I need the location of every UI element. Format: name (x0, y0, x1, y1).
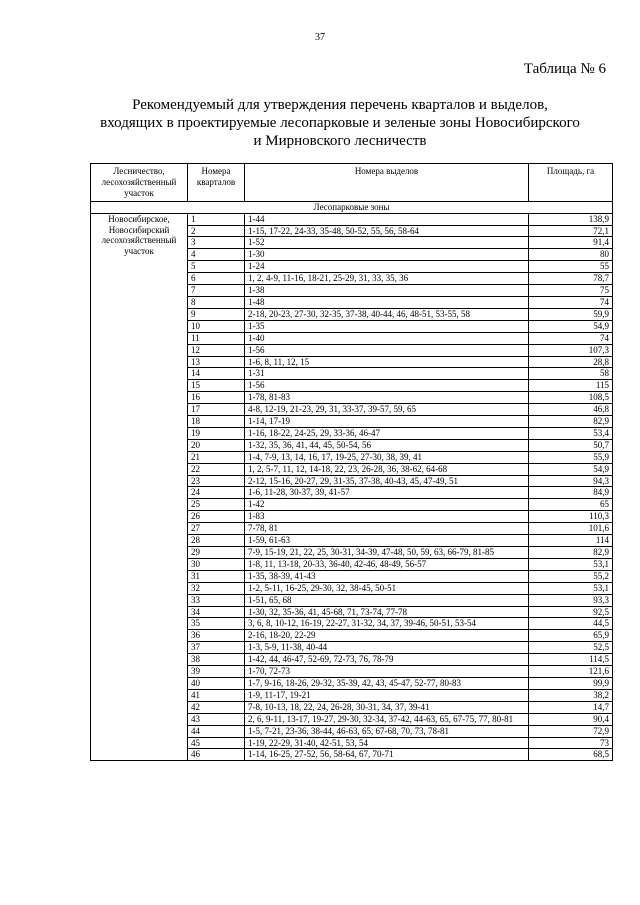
allotments-cell: 1-78, 81-83 (245, 392, 529, 404)
area-cell: 59,9 (529, 308, 613, 320)
quarter-number-cell: 33 (188, 594, 245, 606)
quarter-number-cell: 35 (188, 618, 245, 630)
quarter-number-cell: 20 (188, 439, 245, 451)
quarter-number-cell: 37 (188, 642, 245, 654)
allotments-cell: 1-5, 7-21, 23-36, 38-44, 46-63, 65, 67-68, 70, 73, 78-81 (245, 725, 529, 737)
document-heading (70, 96, 610, 150)
area-cell: 107,3 (529, 344, 613, 356)
quarter-number-cell: 21 (188, 451, 245, 463)
allotments-cell: 1-32, 35, 36, 41, 44, 45, 50-54, 56 (245, 439, 529, 451)
area-cell: 91,4 (529, 237, 613, 249)
column-header-district: Лесничество, лесохозяйственный участок (91, 164, 188, 202)
allotments-cell: 1-7, 9-16, 18-26, 29-32, 35-39, 42, 43, 45-47, 52-77, 80-83 (245, 677, 529, 689)
allotments-cell: 7-78, 81 (245, 523, 529, 535)
quarter-number-cell: 4 (188, 249, 245, 261)
quarter-number-cell: 13 (188, 356, 245, 368)
allotments-cell: 7-9, 15-19, 21, 22, 25, 30-31, 34-39, 47-48, 50, 59, 63, 66-79, 81-85 (245, 547, 529, 559)
quarter-number-cell: 43 (188, 713, 245, 725)
quarter-number-cell: 27 (188, 523, 245, 535)
column-header-area: Площадь, га (529, 164, 613, 202)
allotments-cell: 1-8, 11, 13-18, 20-33, 36-40, 42-46, 48-49, 56-57 (245, 558, 529, 570)
quarter-number-cell: 38 (188, 654, 245, 666)
quarter-number-cell: 44 (188, 725, 245, 737)
quarter-number-cell: 42 (188, 701, 245, 713)
area-cell: 54,9 (529, 320, 613, 332)
allotments-cell: 1, 2, 5-7, 11, 12, 14-18, 22, 23, 26-28, 36, 38-62, 64-68 (245, 463, 529, 475)
allotments-cell: 1-44 (245, 213, 529, 225)
quarter-number-cell: 30 (188, 558, 245, 570)
allotments-cell: 1-9, 11-17, 19-21 (245, 689, 529, 701)
allotments-cell: 1-35 (245, 320, 529, 332)
area-cell: 82,9 (529, 416, 613, 428)
area-cell: 115 (529, 380, 613, 392)
allotments-cell: 1-51, 65, 68 (245, 594, 529, 606)
area-cell: 114,5 (529, 654, 613, 666)
area-cell: 82,9 (529, 547, 613, 559)
quarter-number-cell: 3 (188, 237, 245, 249)
allotments-cell: 2, 6, 9-11, 13-17, 19-27, 29-30, 32-34, 37-42, 44-63, 65, 67-75, 77, 80-81 (245, 713, 529, 725)
quarter-number-cell: 34 (188, 606, 245, 618)
area-cell: 74 (529, 296, 613, 308)
allotments-cell: 1-6, 8, 11, 12, 15 (245, 356, 529, 368)
allotments-cell: 1-38 (245, 285, 529, 297)
allotments-cell: 1-48 (245, 296, 529, 308)
area-cell: 73 (529, 737, 613, 749)
column-header-quarters: Номера кварталов (188, 164, 245, 202)
area-cell: 93,3 (529, 594, 613, 606)
area-cell: 78,7 (529, 273, 613, 285)
allotments-cell: 1, 2, 4-9, 11-16, 18-21, 25-29, 31, 33, 35, 36 (245, 273, 529, 285)
quarter-number-cell: 24 (188, 487, 245, 499)
quarter-number-cell: 7 (188, 285, 245, 297)
allotments-cell: 1-30 (245, 249, 529, 261)
quarter-number-cell: 11 (188, 332, 245, 344)
quarter-number-cell: 36 (188, 630, 245, 642)
allotments-cell: 1-42 (245, 499, 529, 511)
area-cell: 68,5 (529, 749, 613, 761)
quarter-number-cell: 12 (188, 344, 245, 356)
quarter-number-cell: 28 (188, 535, 245, 547)
area-cell: 28,8 (529, 356, 613, 368)
allotments-cell: 2-12, 15-16, 20-27, 29, 31-35, 37-38, 40-43, 45, 47-49, 51 (245, 475, 529, 487)
table-header-row (91, 164, 613, 202)
allotments-cell: 1-2, 5-11, 16-25, 29-30, 32, 38-45, 50-51 (245, 582, 529, 594)
quarter-number-cell: 40 (188, 677, 245, 689)
allotments-cell: 3, 6, 8, 10-12, 16-19, 22-27, 31-32, 34, 37, 39-46, 50-51, 53-54 (245, 618, 529, 630)
area-cell: 55 (529, 261, 613, 273)
area-cell: 101,6 (529, 523, 613, 535)
area-cell: 99,9 (529, 677, 613, 689)
area-cell: 46,8 (529, 404, 613, 416)
quarter-number-cell: 22 (188, 463, 245, 475)
allotments-table (90, 163, 613, 761)
allotments-cell: 1-14, 17-19 (245, 416, 529, 428)
quarter-number-cell: 41 (188, 689, 245, 701)
allotments-cell: 7-8, 10-13, 18, 22, 24, 26-28, 30-31, 34, 37, 39-41 (245, 701, 529, 713)
quarter-number-cell: 2 (188, 225, 245, 237)
quarter-number-cell: 18 (188, 416, 245, 428)
area-cell: 52,5 (529, 642, 613, 654)
quarter-number-cell: 16 (188, 392, 245, 404)
area-cell: 53,1 (529, 582, 613, 594)
zone-label: Лесопарковые зоны (91, 201, 613, 213)
allotments-cell: 1-4, 7-9, 13, 14, 16, 17, 19-25, 27-30, 38, 39, 41 (245, 451, 529, 463)
area-cell: 75 (529, 285, 613, 297)
area-cell: 65,9 (529, 630, 613, 642)
quarter-number-cell: 39 (188, 666, 245, 678)
area-cell: 65 (529, 499, 613, 511)
quarter-number-cell: 10 (188, 320, 245, 332)
area-cell: 138,9 (529, 213, 613, 225)
allotments-cell: 1-40 (245, 332, 529, 344)
allotments-cell: 4-8, 12-19, 21-23, 29, 31, 33-37, 39-57, 59, 65 (245, 404, 529, 416)
allotments-cell: 1-83 (245, 511, 529, 523)
quarter-number-cell: 5 (188, 261, 245, 273)
area-cell: 72,1 (529, 225, 613, 237)
allotments-cell: 1-42, 44, 46-47, 52-69, 72-73, 76, 78-79 (245, 654, 529, 666)
allotments-cell: 1-16, 18-22, 24-25, 29, 33-36, 46-47 (245, 427, 529, 439)
allotments-cell: 1-59, 61-63 (245, 535, 529, 547)
allotments-cell: 1-52 (245, 237, 529, 249)
allotments-cell: 1-30, 32, 35-36, 41, 45-68, 71, 73-74, 77-78 (245, 606, 529, 618)
area-cell: 114 (529, 535, 613, 547)
allotments-cell: 1-35, 38-39, 41-43 (245, 570, 529, 582)
zone-row (91, 201, 613, 213)
quarter-number-cell: 17 (188, 404, 245, 416)
heading-line: и Мирновского лесничеств (253, 133, 427, 149)
quarter-number-cell: 26 (188, 511, 245, 523)
allotments-cell: 1-3, 5-9, 11-38, 40-44 (245, 642, 529, 654)
allotments-cell: 2-16, 18-20, 22-29 (245, 630, 529, 642)
area-cell: 55,9 (529, 451, 613, 463)
area-cell: 121,6 (529, 666, 613, 678)
allotments-cell: 1-70, 72-73 (245, 666, 529, 678)
allotments-cell: 1-6, 11-28, 30-37, 39, 41-57 (245, 487, 529, 499)
quarter-number-cell: 8 (188, 296, 245, 308)
area-cell: 94,3 (529, 475, 613, 487)
area-cell: 80 (529, 249, 613, 261)
allotments-cell: 1-56 (245, 380, 529, 392)
page-number: 37 (315, 32, 325, 43)
area-cell: 54,9 (529, 463, 613, 475)
area-cell: 108,5 (529, 392, 613, 404)
area-cell: 38,2 (529, 689, 613, 701)
area-cell: 92,5 (529, 606, 613, 618)
allotments-cell: 1-31 (245, 368, 529, 380)
area-cell: 90,4 (529, 713, 613, 725)
area-cell: 55,2 (529, 570, 613, 582)
quarter-number-cell: 46 (188, 749, 245, 761)
allotments-cell: 1-14, 16-25, 27-52, 56, 58-64, 67, 70-71 (245, 749, 529, 761)
area-cell: 14,7 (529, 701, 613, 713)
area-cell: 44,5 (529, 618, 613, 630)
quarter-number-cell: 1 (188, 213, 245, 225)
heading-line: входящих в проектируемые лесопарковые и зеленые зоны Новосибирского (100, 115, 580, 131)
quarter-number-cell: 15 (188, 380, 245, 392)
quarter-number-cell: 9 (188, 308, 245, 320)
district-cell: Новосибирское, Новосибирский лесохозяйственный участок (91, 213, 188, 761)
table-row (91, 213, 613, 225)
area-cell: 72,9 (529, 725, 613, 737)
area-cell: 53,1 (529, 558, 613, 570)
quarter-number-cell: 29 (188, 547, 245, 559)
table-label: Таблица № 6 (523, 61, 606, 77)
allotments-cell: 1-56 (245, 344, 529, 356)
area-cell: 58 (529, 368, 613, 380)
area-cell: 84,9 (529, 487, 613, 499)
allotments-cell: 1-19, 22-29, 31-40, 42-51, 53, 54 (245, 737, 529, 749)
area-cell: 50,7 (529, 439, 613, 451)
quarter-number-cell: 32 (188, 582, 245, 594)
area-cell: 53,4 (529, 427, 613, 439)
heading-line: Рекомендуемый для утверждения перечень кварталов и выделов, (132, 97, 548, 113)
quarter-number-cell: 19 (188, 427, 245, 439)
quarter-number-cell: 6 (188, 273, 245, 285)
allotments-cell: 1-24 (245, 261, 529, 273)
allotments-cell: 2-18, 20-23, 27-30, 32-35, 37-38, 40-44, 46, 48-51, 53-55, 58 (245, 308, 529, 320)
column-header-allotments: Номера выделов (245, 164, 529, 202)
quarter-number-cell: 45 (188, 737, 245, 749)
area-cell: 74 (529, 332, 613, 344)
allotments-cell: 1-15, 17-22, 24-33, 35-48, 50-52, 55, 56, 58-64 (245, 225, 529, 237)
quarter-number-cell: 23 (188, 475, 245, 487)
quarter-number-cell: 14 (188, 368, 245, 380)
area-cell: 110,3 (529, 511, 613, 523)
quarter-number-cell: 31 (188, 570, 245, 582)
quarter-number-cell: 25 (188, 499, 245, 511)
